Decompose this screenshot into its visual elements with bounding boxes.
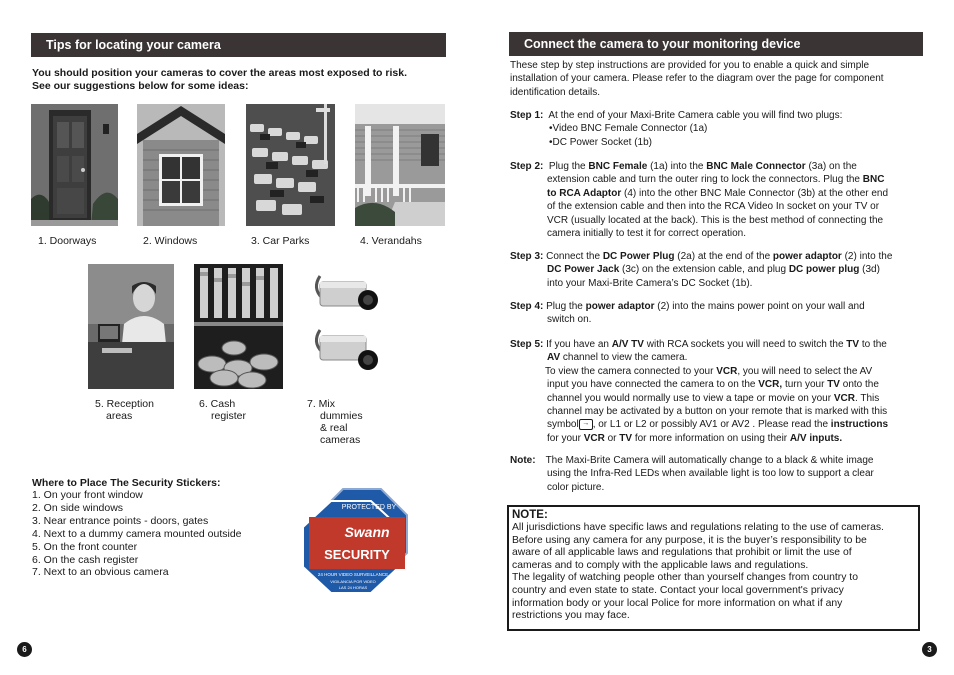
legal-note-text: All jurisdictions have specific laws and regulations relating to the use of cameras. Before using any camera for any purpose, it is the buyer’s responsibility to be aware of all applicable laws and regulations that prohibit or limit the use of cameras and to comply with the applicable laws and regulations. The legality of watching people other than yourself changes from country to country and even state to state. Contact your local government's privacy information body or your local Police for more information on what if any restrictions you may face. <box>512 522 884 622</box>
caption-verandahs: 4. Verandahs <box>360 235 422 247</box>
right-page-number: 3 <box>922 642 937 657</box>
step-1: Step 1: At the end of your Maxi-Brite Camera cable you will find two plugs: •Video BNC Female Connector (1a) •DC Power Socket (1b) <box>510 110 843 148</box>
sticker-location: 7. Next to an obvious camera <box>32 566 169 578</box>
caption-car-parks: 3. Car Parks <box>251 235 310 247</box>
cameras-photo <box>308 268 384 380</box>
sticker-brand-text: Swann <box>344 524 390 540</box>
caption-cameras-1: 7. Mix <box>307 398 336 410</box>
caption-cameras-3: & real <box>320 422 348 434</box>
caption-reception-2: areas <box>106 410 133 422</box>
step-2: Step 2: Plug the BNC Female (1a) into the BNC Male Connector (3a) on the extension cable and turn the outer ring to lock the connectors. Plug the BNC to RCA Adaptor (4) into the other BNC Male Connector (3b) at the other end of the extension cable and then into the RCA Video In socket on your TV or VCR (usually located at the back). This is the best method of connecting the camera initially to test it for correct operation. <box>510 161 889 240</box>
sticker-bottom-text-3: LAS 24 HORAS <box>338 585 368 590</box>
left-section-header: Tips for locating your camera <box>31 33 446 57</box>
right-intro: These step by step instructions are provided for you to enable a quick and simple installation of your camera. Please refer to the diagram over the page for component identification details. <box>510 60 884 98</box>
doorway-photo <box>31 104 118 226</box>
reception-photo <box>88 264 174 389</box>
av-input-symbol-icon: → <box>579 419 593 430</box>
verandah-photo <box>355 104 445 226</box>
note-inline: Note: The Maxi-Brite Camera will automatically change to a black & white image using the Infra-Red LEDs when available light is too low to support a clear color picture. <box>510 455 874 493</box>
security-sticker-graphic <box>295 487 427 601</box>
left-page-number: 6 <box>17 642 32 657</box>
sticker-bottom-text-2: VIGILANCIA POR VIDEO <box>330 579 376 584</box>
step-3: Step 3: Connect the DC Power Plug (2a) at the end of the power adaptor (2) into the DC Power Jack (3c) on the extension cable, and plug DC power plug (3d) into your Maxi-Brite Camera’s DC Socket (1b). <box>510 251 893 289</box>
sticker-location: 1. On your front window <box>32 489 143 501</box>
cash-register-photo <box>194 264 283 389</box>
stickers-title: Where to Place The Security Stickers: <box>32 477 221 489</box>
step-4: Step 4: Plug the power adaptor (2) into the mains power point on your wall and switch on. <box>510 301 865 326</box>
sticker-bottom-text-1: 24 HOUR VIDEO SURVEILLANCE <box>317 572 389 577</box>
sticker-location: 5. On the front counter <box>32 541 138 553</box>
intro-line-1: You should position your cameras to cover the areas most exposed to risk. <box>32 67 407 79</box>
step-5: Step 5: If you have an A/V TV with RCA sockets you will need to switch the TV to the AV channel to view the camera. To view the camera connected to your VCR, you will need to select the AV input you have connected the camera to on the VCR, turn your TV onto the channel you would normally use to view a tape or movie on your VCR. This channel may be activated by a button on your remote that is marked with this symbol → , or L1 or L2 or possibly AV1 or AV2 . Please read the instructions for your VCR or TV for more information on using their A/V inputs. <box>510 339 889 444</box>
caption-doorways: 1. Doorways <box>38 235 97 247</box>
sticker-location: 3. Near entrance points - doors, gates <box>32 515 209 527</box>
caption-cash-1: 6. Cash <box>199 398 236 410</box>
windows-photo <box>137 104 225 226</box>
legal-note-box <box>507 505 920 631</box>
legal-note-title: NOTE: <box>512 509 548 521</box>
sticker-location: 6. On the cash register <box>32 554 139 566</box>
car-park-photo <box>246 104 335 226</box>
sticker-main-text: SECURITY <box>324 547 390 562</box>
caption-cameras-2: dummies <box>320 410 363 422</box>
caption-cameras-4: cameras <box>320 434 361 446</box>
intro-line-2: See our suggestions below for some ideas: <box>32 80 249 92</box>
sticker-location: 2. On side windows <box>32 502 124 514</box>
sticker-top-text: PROTECTED BY <box>341 504 397 511</box>
right-section-header: Connect the camera to your monitoring device <box>509 32 923 56</box>
caption-windows: 2. Windows <box>143 235 198 247</box>
sticker-location: 4. Next to a dummy camera mounted outside <box>32 528 242 540</box>
caption-cash-2: register <box>211 410 247 422</box>
caption-reception-1: 5. Reception <box>95 398 154 410</box>
